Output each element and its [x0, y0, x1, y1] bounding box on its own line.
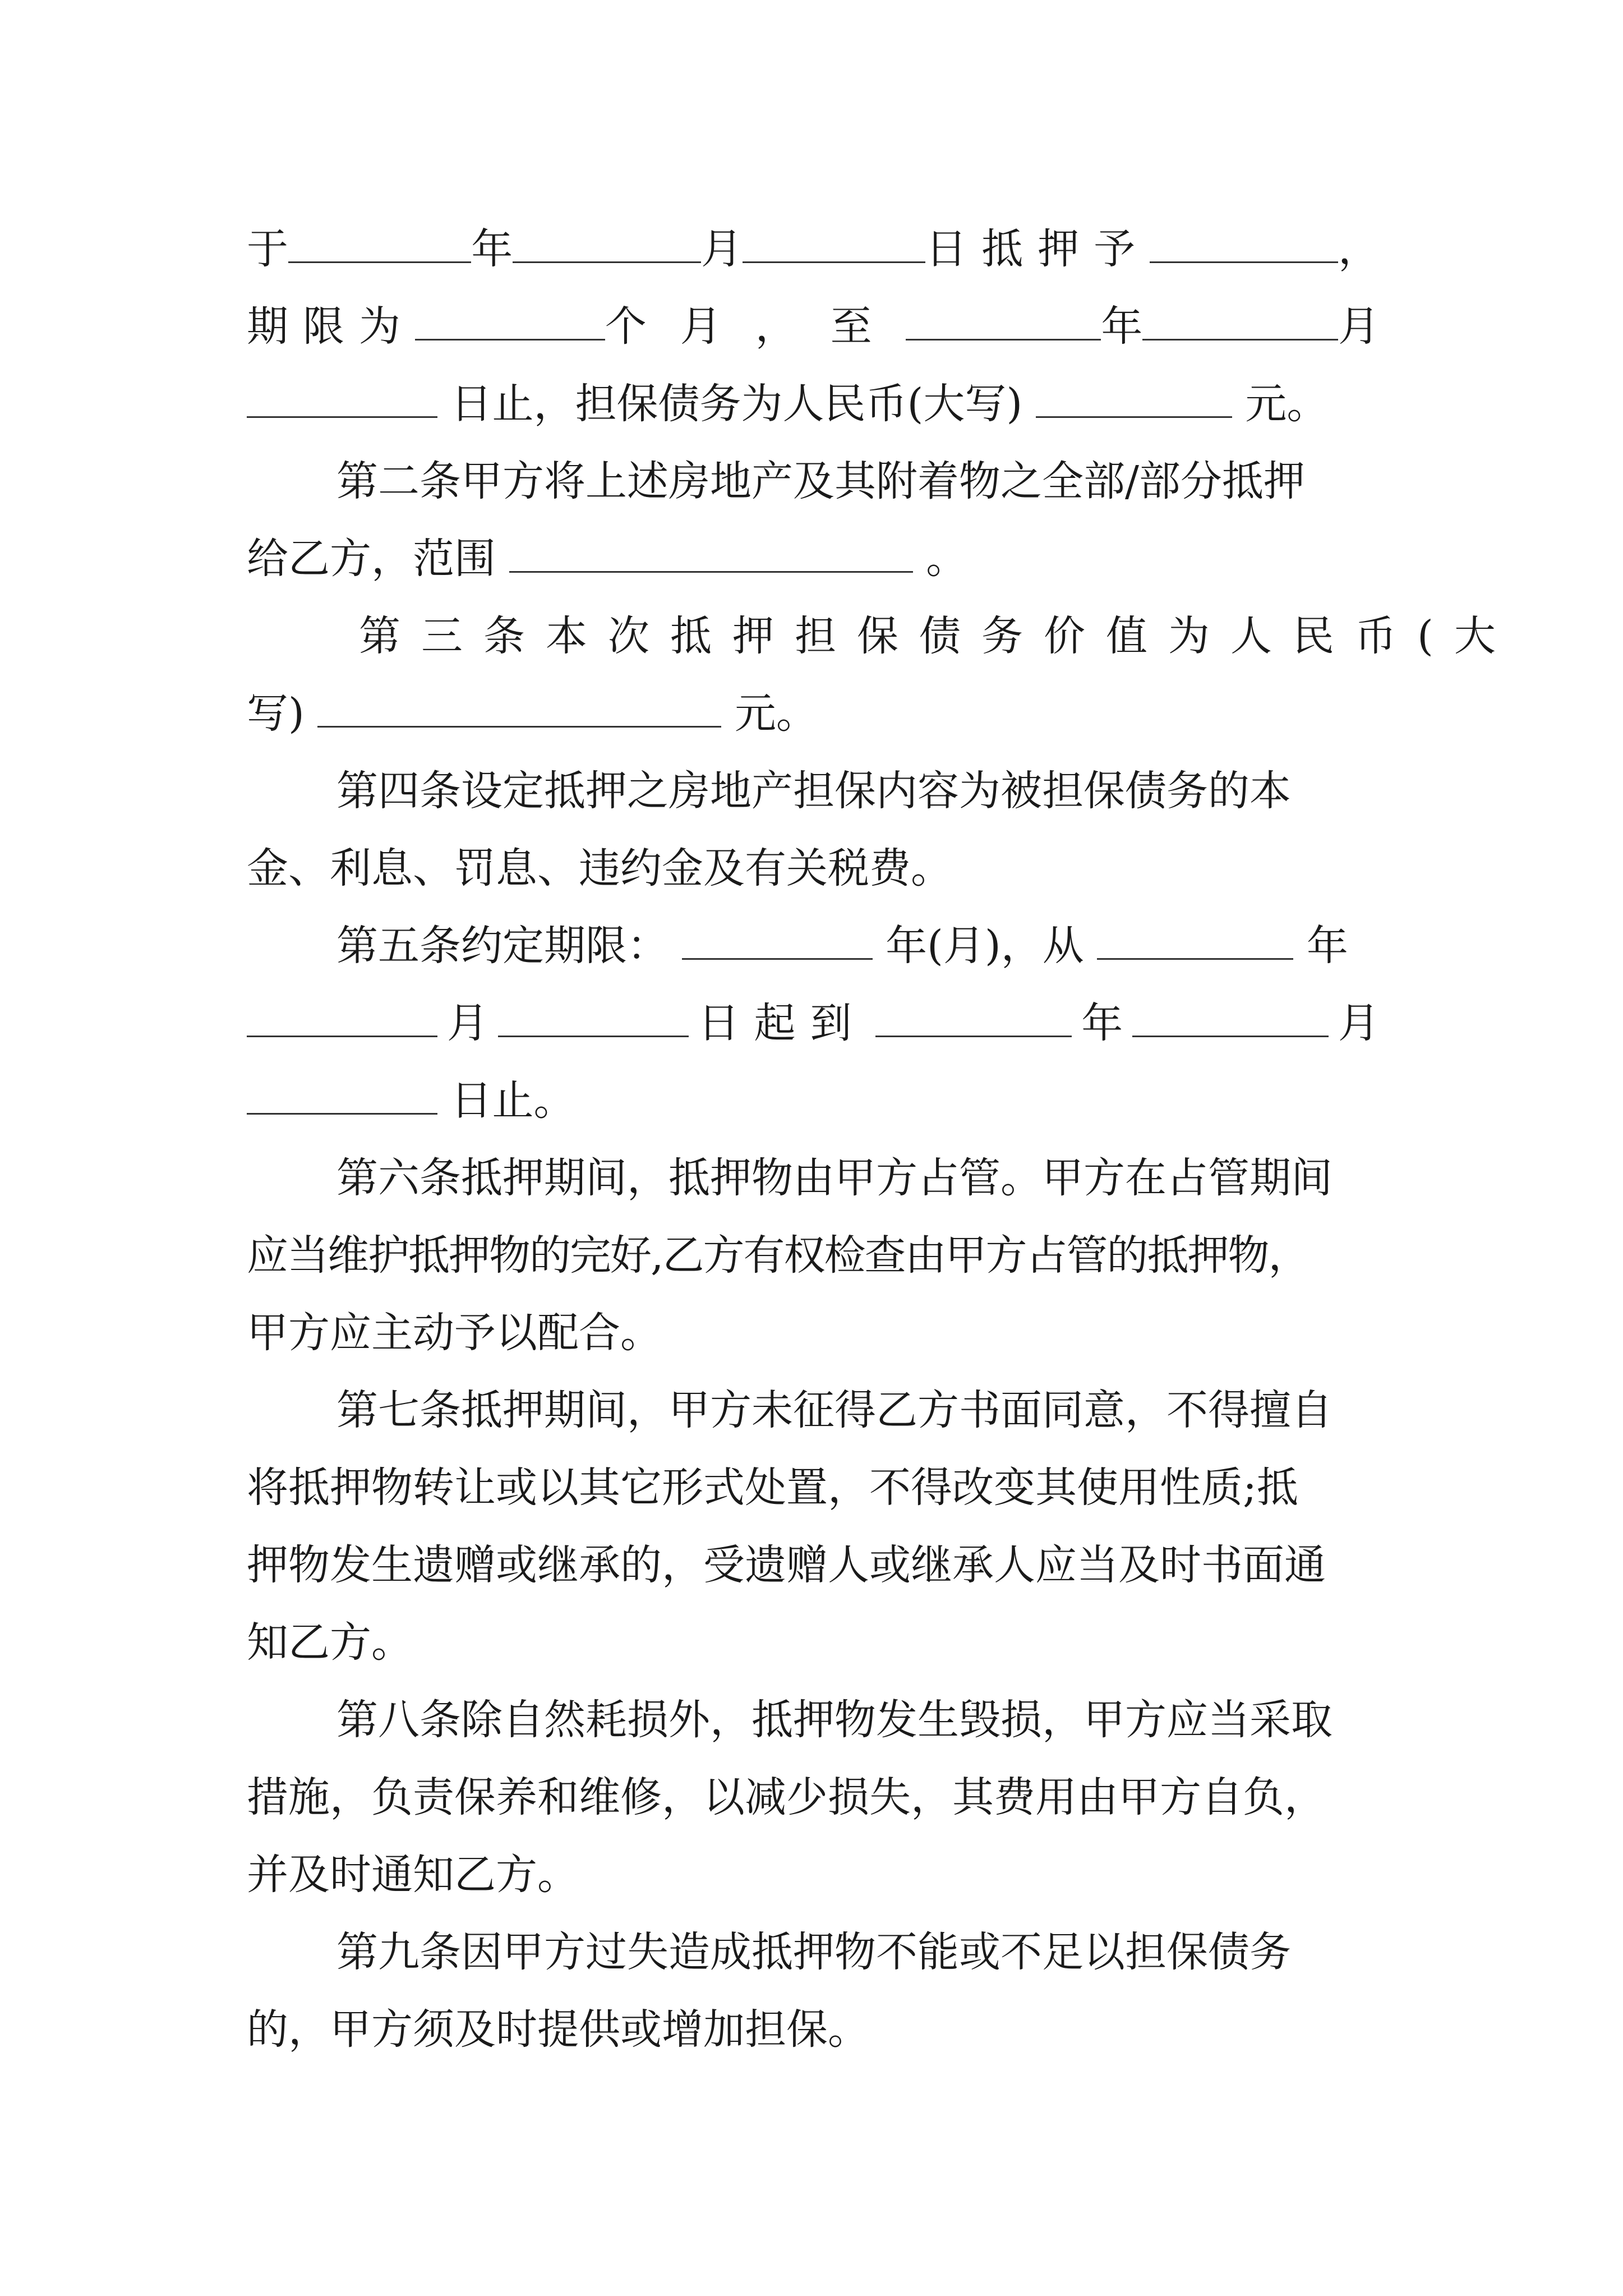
text: 给乙方，范围 — [247, 535, 496, 583]
fill-blank-months[interactable] — [415, 306, 605, 341]
text: 第三条本次抵押担保债务价值为人民币(大 — [359, 612, 1516, 660]
line-16 — [247, 1372, 1380, 1449]
line-5 — [247, 520, 1380, 597]
text: 个月，至 — [605, 302, 906, 351]
line-11 — [247, 984, 1380, 1062]
text: 元。 — [734, 689, 818, 738]
text: 元。 — [1245, 380, 1329, 428]
line-21 — [247, 1759, 1380, 1836]
text: 将抵押物转让或以其它形式处置，不得改变其使用性质;抵 — [247, 1464, 1298, 1512]
text: 第九条因甲方过失造成抵押物不能或不足以担保债务 — [336, 1928, 1291, 1976]
text: 年 — [1306, 922, 1348, 970]
text: 年 — [1101, 302, 1143, 351]
text: 第四条设定抵押之房地产担保内容为被担保债务的本 — [336, 767, 1291, 815]
line-1 — [247, 210, 1380, 288]
text: 日起到 — [698, 999, 866, 1047]
text: 并及时通知乙方。 — [247, 1851, 579, 1899]
text: 月 — [701, 225, 743, 273]
fill-blank-mortgagee[interactable] — [1150, 229, 1338, 263]
line-12 — [247, 1062, 1380, 1139]
fill-blank-value[interactable] — [317, 693, 721, 728]
text: 第七条抵押期间，甲方未征得乙方书面同意，不得擅自 — [336, 1386, 1332, 1434]
text: 写) — [247, 689, 305, 738]
fill-blank-start-month[interactable] — [247, 1003, 437, 1037]
text: 措施，负责保养和维修，以减少损失，其费用由甲方自负， — [247, 1773, 1326, 1821]
fill-blank-scope[interactable] — [509, 539, 913, 573]
line-6 — [247, 597, 1516, 675]
text: 应当维护抵押物的完好,乙方有权检查由甲方占管的抵押物， — [247, 1231, 1309, 1280]
fill-blank-start-year[interactable] — [1097, 926, 1293, 960]
line-22 — [247, 1836, 1380, 1913]
fill-blank-to-month[interactable] — [1132, 1003, 1329, 1037]
line-15 — [247, 1294, 1380, 1372]
text: 。 — [926, 535, 968, 583]
fill-blank-day[interactable] — [743, 229, 925, 263]
fill-blank-end-year[interactable] — [906, 306, 1101, 341]
line-23 — [247, 1913, 1380, 1991]
line-18 — [247, 1526, 1380, 1604]
text: 年(月)，从 — [886, 922, 1084, 970]
text: 月 — [446, 999, 488, 1047]
line-8 — [247, 752, 1380, 830]
line-9 — [247, 830, 1380, 907]
text: 第二条甲方将上述房地产及其附着物之全部/部分抵押 — [336, 457, 1305, 505]
text: 的，甲方须及时提供或增加担保。 — [247, 2005, 869, 2054]
fill-blank-amount[interactable] — [1036, 384, 1232, 418]
text: 日止。 — [450, 1076, 575, 1125]
text: 年 — [471, 225, 513, 273]
text: 年 — [1081, 999, 1123, 1047]
line-13 — [247, 1139, 1380, 1217]
line-17 — [247, 1449, 1380, 1526]
text: 月 — [1338, 999, 1380, 1047]
document-page — [247, 210, 1516, 2068]
text: 第六条抵押期间，抵押物由甲方占管。甲方在占管期间 — [336, 1154, 1332, 1202]
text: 期限为 — [247, 302, 415, 351]
text: 金、利息、罚息、违约金及有关税费。 — [247, 844, 952, 892]
text: 于 — [247, 225, 288, 273]
line-10 — [247, 907, 1380, 984]
fill-blank-start-day[interactable] — [498, 1003, 689, 1037]
line-24 — [247, 1991, 1380, 2068]
fill-blank-month[interactable] — [513, 229, 701, 263]
text: 日止，担保债务为人民币(大写) — [450, 380, 1023, 428]
text: 日抵押予 — [925, 225, 1150, 273]
line-19 — [247, 1604, 1380, 1681]
fill-blank-to-year[interactable] — [875, 1003, 1072, 1037]
text: 月 — [1338, 302, 1380, 351]
fill-blank-to-day[interactable] — [247, 1080, 437, 1115]
line-4 — [247, 443, 1380, 520]
line-14 — [247, 1217, 1380, 1294]
text: 第五条约定期限： — [336, 922, 668, 970]
text: 第八条除自然耗损外，抵押物发生毁损，甲方应当采取 — [336, 1696, 1332, 1744]
text: 甲方应主动予以配合。 — [247, 1309, 662, 1357]
line-20 — [247, 1681, 1380, 1759]
text: 知乙方。 — [247, 1618, 413, 1667]
fill-blank-term[interactable] — [682, 926, 873, 960]
fill-blank-end-month[interactable] — [1142, 306, 1338, 341]
line-2 — [247, 288, 1380, 365]
text: ， — [1338, 225, 1380, 273]
line-3 — [247, 365, 1380, 443]
fill-blank-end-day[interactable] — [247, 384, 437, 418]
text: 押物发生遗赠或继承的，受遗赠人或继承人应当及时书面通 — [247, 1541, 1326, 1589]
line-7 — [247, 675, 1380, 752]
fill-blank-year[interactable] — [288, 229, 471, 263]
